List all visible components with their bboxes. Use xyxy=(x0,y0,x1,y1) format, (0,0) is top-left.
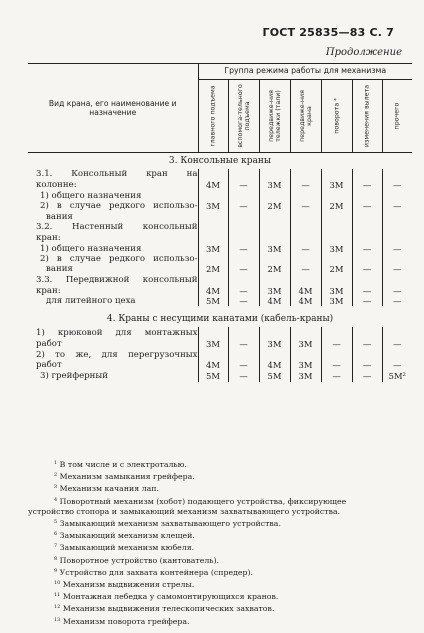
mode-cell: 2М xyxy=(259,201,290,211)
footnote-number: 5 xyxy=(54,519,58,526)
row-label: 2) в случае редкого использо- xyxy=(40,254,198,265)
footnote-number: 6 xyxy=(54,531,58,538)
footnote-number: 10 xyxy=(54,580,61,587)
mode-cell xyxy=(352,254,382,264)
mode-cell: — xyxy=(228,180,259,191)
crane-mode-table xyxy=(28,63,412,382)
mode-cell xyxy=(352,327,382,338)
mode-cell xyxy=(382,349,412,360)
mode-cell: 3М xyxy=(321,296,352,306)
mode-cell xyxy=(382,222,412,233)
mode-cell: — xyxy=(352,243,382,254)
row-label: 3) грейферный xyxy=(40,371,108,382)
footnote xyxy=(54,615,346,627)
mode-cell: — xyxy=(228,360,259,370)
mode-cell: — xyxy=(321,360,352,370)
footnote-text: В том числе и с электроталью. xyxy=(59,460,187,469)
mode-cell: — xyxy=(382,296,412,306)
mode-cell: — xyxy=(228,264,259,274)
footnote xyxy=(54,458,346,470)
footnote-text: Поворотный механизм (хобот) подающего устройства, фиксирующее xyxy=(59,496,347,506)
mode-cell xyxy=(290,222,321,233)
row-label: 1) крюковой для монтажных xyxy=(36,327,198,338)
mode-cell: 3М xyxy=(198,243,228,254)
mode-cell: 3М xyxy=(259,180,290,191)
table-row xyxy=(28,201,412,211)
table-row xyxy=(28,254,412,264)
row-label: колонне: xyxy=(36,180,77,191)
row-label: 2) то же, для перегрузочных xyxy=(36,349,198,360)
mode-cell: 4М xyxy=(198,286,228,296)
mode-cell: 3М xyxy=(259,286,290,296)
mode-cell xyxy=(321,169,352,180)
mode-cell xyxy=(321,191,352,201)
mode-cell xyxy=(198,233,228,243)
table-row xyxy=(28,169,412,180)
mode-cell: — xyxy=(290,180,321,191)
mechanism-header-label: передвиже-ния крана xyxy=(298,90,313,142)
footnote-text: Замыкающий механизм кюбеля. xyxy=(59,543,195,553)
mode-cell xyxy=(198,254,228,264)
table-row xyxy=(28,264,412,274)
mechanism-header-label: передвиже-ния тележки (тали) xyxy=(267,90,282,142)
mode-cell: — xyxy=(352,180,382,191)
mode-cell: — xyxy=(382,360,412,370)
table-row xyxy=(28,327,412,338)
mode-cell: 3М xyxy=(321,243,352,254)
mode-cell xyxy=(290,169,321,180)
mode-cell: 4М xyxy=(198,360,228,370)
footnote xyxy=(54,590,346,602)
row-label: вания xyxy=(46,211,73,222)
mode-cell: 4М xyxy=(259,296,290,306)
row-label: работ xyxy=(36,338,62,349)
mode-cell: — xyxy=(352,371,382,382)
mode-cell: — xyxy=(290,201,321,211)
mode-cell xyxy=(290,327,321,338)
row-label: вания xyxy=(46,264,73,275)
mechanism-header-label: прочего xyxy=(393,102,401,130)
mode-cell: 3М xyxy=(259,243,290,254)
table-row xyxy=(28,243,412,254)
mode-cell: — xyxy=(382,338,412,349)
mode-cell: 3М xyxy=(198,201,228,211)
mode-cell: — xyxy=(290,243,321,254)
table-row xyxy=(28,286,412,296)
section-title: 4. Краны с несущими канатами (кабель-краны) xyxy=(106,314,334,325)
mode-cell xyxy=(290,191,321,201)
mode-cell: 2М xyxy=(321,264,352,274)
table-row xyxy=(28,360,412,370)
mode-cell xyxy=(321,254,352,264)
footnote-text: Механизм замыкания грейфера. xyxy=(59,472,195,482)
footnote-number: 7 xyxy=(54,543,58,550)
mode-cell: — xyxy=(352,201,382,211)
mode-cell xyxy=(352,169,382,180)
mode-cell xyxy=(198,169,228,180)
footnote-text: устройство стопора и замыкающий механизм захватывающего устройства. xyxy=(28,506,341,516)
footnote-text: Монтажная лебедка у самомонтирующихся кранов. xyxy=(62,592,279,602)
footnote-text: Замыкающий механизм захватывающего устройства. xyxy=(59,519,281,529)
footnote-number: 9 xyxy=(54,567,58,574)
mode-cell xyxy=(228,349,259,360)
mode-cell xyxy=(198,327,228,338)
footnote xyxy=(54,470,346,482)
footnote-text: Механизм поворота грейфера. xyxy=(62,616,190,626)
table-row xyxy=(28,180,412,191)
footnote-text: Механизм выдвижения телескопических захватов. xyxy=(62,604,275,614)
mode-cell xyxy=(352,233,382,243)
mode-cell: 5М² xyxy=(382,371,412,382)
mode-cell xyxy=(228,212,259,222)
continuation-label: Продолжение xyxy=(325,47,402,58)
mode-cell: — xyxy=(352,264,382,274)
footnote xyxy=(54,517,346,529)
mode-cell: 5М xyxy=(198,371,228,382)
mode-cell xyxy=(290,233,321,243)
footnotes xyxy=(28,458,347,627)
footnote-text: Механизм качания лап. xyxy=(59,484,159,494)
footnote-number: 13 xyxy=(54,616,61,623)
mode-cell: — xyxy=(228,371,259,382)
mode-cell: 3М xyxy=(290,338,321,349)
footnote xyxy=(28,507,346,517)
mode-cell: — xyxy=(352,296,382,306)
table-row xyxy=(28,233,412,243)
mode-cell: — xyxy=(228,243,259,254)
crane-kind-header: Вид крана, его наименование и назначение xyxy=(28,63,198,153)
row-label: работ xyxy=(36,360,62,371)
mode-cell xyxy=(198,191,228,201)
mode-cell xyxy=(259,212,290,222)
mode-cell: 4М xyxy=(290,296,321,306)
row-label: 1) общего назначения xyxy=(40,243,142,254)
mode-cell: 2М xyxy=(198,264,228,274)
footnote-number: 8 xyxy=(54,555,58,562)
footnote-number: 4 xyxy=(54,496,58,503)
footnote-number: 2 xyxy=(54,472,58,479)
mode-cell xyxy=(259,191,290,201)
mode-cell xyxy=(352,222,382,233)
mode-cell xyxy=(259,275,290,286)
footnote-text: Механизм выдвижения стрелы. xyxy=(62,580,195,590)
footnote-number: 3 xyxy=(54,484,58,491)
mode-cell: — xyxy=(290,264,321,274)
mode-cell xyxy=(382,254,412,264)
mode-cell: 3М xyxy=(321,180,352,191)
mode-cell xyxy=(228,191,259,201)
mode-cell xyxy=(382,327,412,338)
mode-cell xyxy=(290,349,321,360)
mode-cell: — xyxy=(382,286,412,296)
mode-cell: — xyxy=(321,338,352,349)
mechanism-header xyxy=(352,80,382,153)
row-label: 3.1. Консольный кран на xyxy=(36,169,198,180)
table-row xyxy=(28,212,412,222)
mode-cell xyxy=(290,275,321,286)
mode-cell: 3М xyxy=(321,286,352,296)
mode-cell xyxy=(382,212,412,222)
mode-cell xyxy=(321,212,352,222)
mode-cell xyxy=(382,169,412,180)
mode-cell xyxy=(352,275,382,286)
footnote xyxy=(54,529,346,541)
mechanism-header-label: поворота ⁴ xyxy=(333,98,340,134)
mode-cell xyxy=(228,169,259,180)
footnote xyxy=(54,578,346,590)
mode-cell xyxy=(228,233,259,243)
footnote-text: Замыкающий механизм клещей. xyxy=(59,531,195,541)
mode-cell: — xyxy=(228,338,259,349)
footnote xyxy=(54,495,346,507)
mode-cell: — xyxy=(228,286,259,296)
mode-cell: 4М xyxy=(198,180,228,191)
section-title: 3. Консольные краны xyxy=(168,155,272,166)
footnote-number: 11 xyxy=(54,592,61,599)
table-row xyxy=(28,338,412,349)
mode-cell xyxy=(382,233,412,243)
mode-cell: 5М xyxy=(259,371,290,382)
footnote xyxy=(54,482,346,494)
mode-cell: 4М xyxy=(290,286,321,296)
mode-cell xyxy=(228,222,259,233)
mode-cell: — xyxy=(228,296,259,306)
mode-cell: 4М xyxy=(259,360,290,370)
mode-cell: 3М xyxy=(259,338,290,349)
table-row xyxy=(28,296,412,306)
row-label: для литейного цеха xyxy=(46,296,136,307)
mode-cell xyxy=(321,275,352,286)
footnote-text: Устройство для захвата контейнера (спредер). xyxy=(59,567,253,577)
mode-cell xyxy=(259,254,290,264)
mode-cell xyxy=(321,233,352,243)
mode-cell: — xyxy=(382,180,412,191)
table-row xyxy=(28,275,412,286)
table-row xyxy=(28,222,412,233)
table-row xyxy=(28,371,412,382)
mode-cell xyxy=(290,254,321,264)
mode-cell xyxy=(352,191,382,201)
mode-cell: 3М xyxy=(198,338,228,349)
mode-cell xyxy=(290,212,321,222)
mechanism-header-label: главного подъема xyxy=(209,85,217,147)
mode-cell xyxy=(382,191,412,201)
row-label: 1) общего назначения xyxy=(40,191,142,201)
mode-cell xyxy=(382,275,412,286)
mode-cell xyxy=(259,349,290,360)
mode-cell: — xyxy=(228,201,259,211)
group-header: Группа режима работы для механизма xyxy=(198,63,412,80)
footnote xyxy=(54,541,346,553)
row-label: кран: xyxy=(36,285,61,296)
mechanism-header xyxy=(321,80,352,153)
mode-cell xyxy=(352,349,382,360)
mechanism-header xyxy=(290,80,321,153)
mode-cell: — xyxy=(352,338,382,349)
mode-cell: — xyxy=(352,286,382,296)
mode-cell xyxy=(259,327,290,338)
mode-cell: — xyxy=(382,264,412,274)
mode-cell xyxy=(259,222,290,233)
footnote-text: Поворотное устройство (кантователь). xyxy=(59,555,220,565)
mode-cell xyxy=(228,275,259,286)
footnote xyxy=(54,602,346,614)
mechanism-header xyxy=(382,80,412,153)
table-row xyxy=(28,349,412,360)
mode-cell: — xyxy=(382,201,412,211)
mechanism-header xyxy=(259,80,290,153)
footnote xyxy=(54,566,346,578)
footnote-number: 1 xyxy=(54,460,58,466)
mode-cell: 2М xyxy=(259,264,290,274)
mode-cell xyxy=(228,254,259,264)
mode-cell xyxy=(198,349,228,360)
row-label: 2) в случае редкого использо- xyxy=(40,201,198,212)
mode-cell xyxy=(198,222,228,233)
mode-cell xyxy=(321,327,352,338)
mode-cell: 3М xyxy=(290,360,321,370)
table-row xyxy=(28,191,412,201)
mechanism-header-label: вспомога-тельного подъема xyxy=(236,84,251,148)
mechanism-header-label: изменения вылета xyxy=(363,84,371,148)
mode-cell: — xyxy=(321,371,352,382)
page-header: ГОСТ 25835—83 С. 7 xyxy=(262,26,394,39)
mode-cell: 5М xyxy=(198,296,228,306)
mode-cell xyxy=(321,222,352,233)
mechanism-header xyxy=(228,80,259,153)
mode-cell: 3М xyxy=(290,371,321,382)
row-label: 3.2. Настенный консольный xyxy=(36,222,198,233)
mode-cell xyxy=(259,233,290,243)
mode-cell: — xyxy=(352,360,382,370)
mode-cell xyxy=(228,327,259,338)
row-label: 3.3. Передвижной консольный xyxy=(36,275,198,286)
row-label: кран: xyxy=(36,232,61,243)
mode-cell: 2М xyxy=(321,201,352,211)
footnote-number: 12 xyxy=(54,604,61,611)
mode-cell: — xyxy=(382,243,412,254)
mode-cell xyxy=(198,212,228,222)
footnote xyxy=(54,554,346,566)
mechanism-header xyxy=(198,80,228,153)
mode-cell xyxy=(198,275,228,286)
mode-cell xyxy=(352,212,382,222)
mode-cell xyxy=(321,349,352,360)
mode-cell xyxy=(259,169,290,180)
